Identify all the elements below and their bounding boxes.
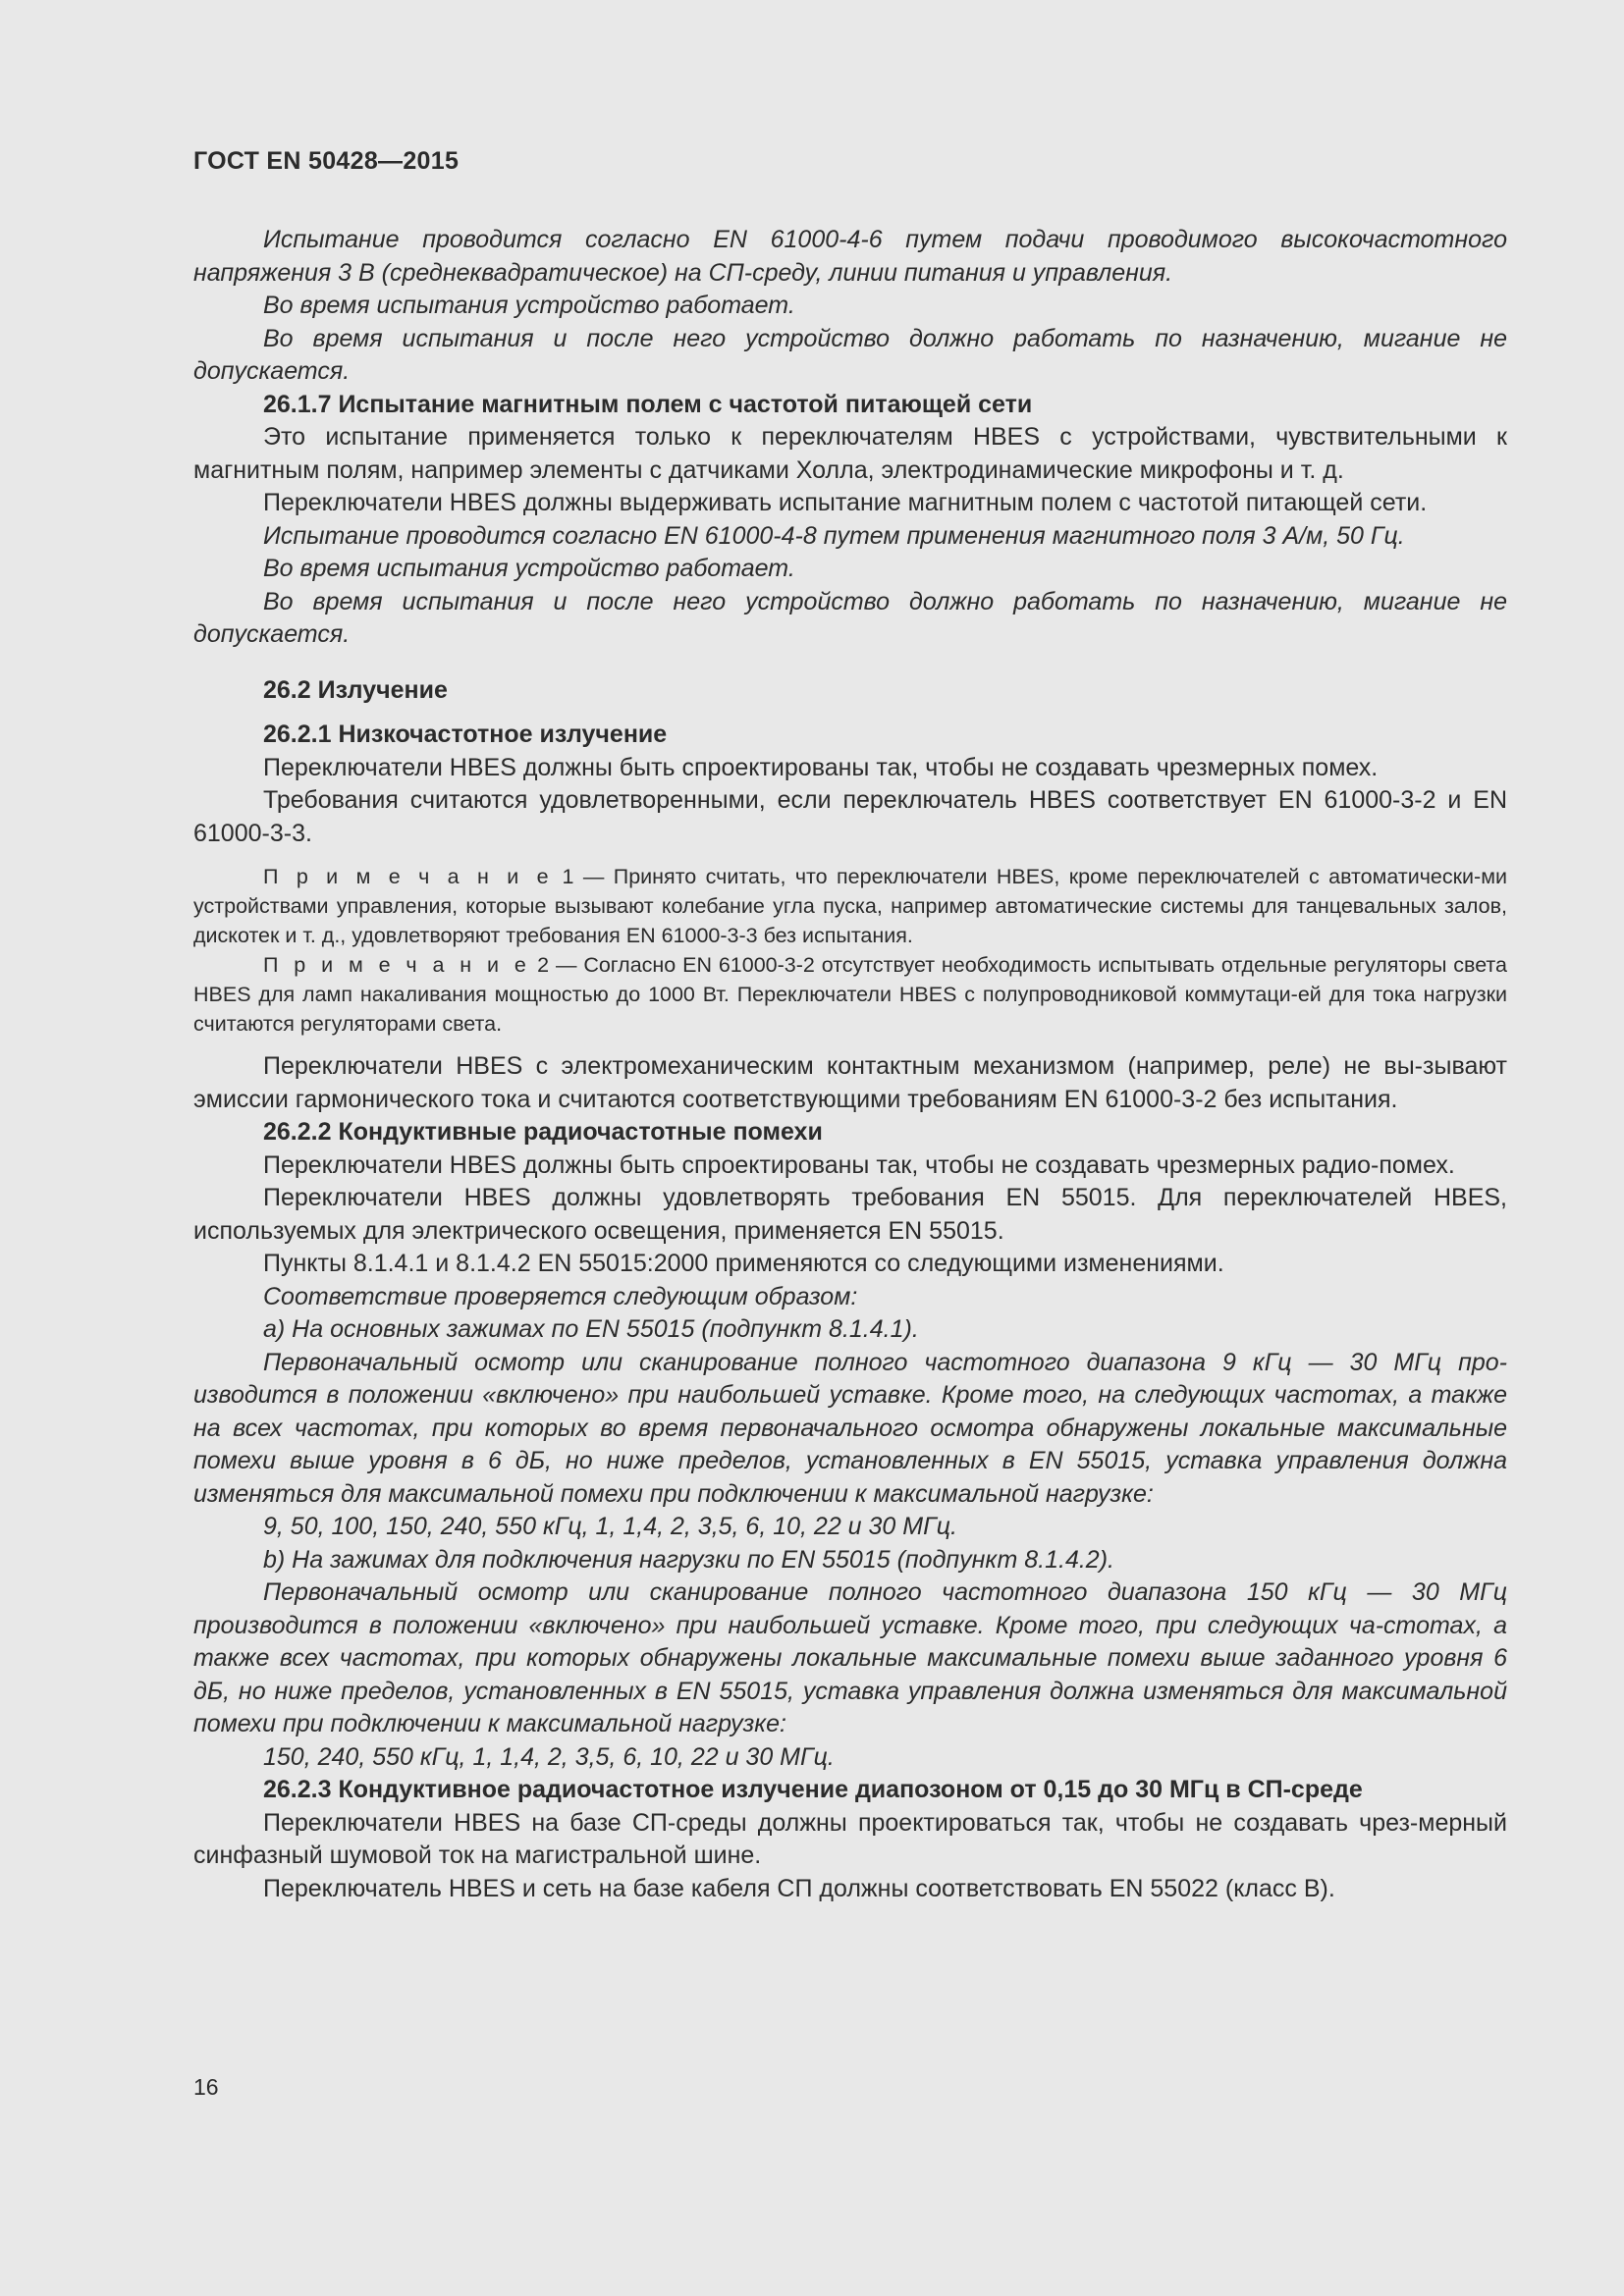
paragraph bbox=[193, 224, 1507, 290]
paragraph-text: Во время испытания и после него устройство должно работать по назначению, мигание не допускается. bbox=[193, 587, 1507, 648]
paragraph-text: b) На зажимах для подключения нагрузки по EN 55015 (подпункт 8.1.4.2). bbox=[263, 1545, 1114, 1574]
section-heading bbox=[193, 389, 1507, 422]
paragraph-text: Переключатели HBES должны выдерживать испытание магнитным полем с частотой питающей сети. bbox=[263, 489, 1428, 516]
paragraph-text: Первоначальный осмотр или сканирование полного частотного диапазона 150 кГц — 30 МГц производится в положении «включено» при наибольшей уставке. Кроме того, при следующих ча-стотах, а также всех частотах, при которых обнаружены локальные максимальные помехи выше заданного уровня 6 дБ, но ниже пределов, установленных в EN 55015, уставка управления должна изменяться для максимальной помехи при подключении к максимальной нагрузке: bbox=[193, 1578, 1507, 1737]
paragraph bbox=[193, 1873, 1507, 1906]
paragraph-text: Переключатели HBES должны быть спроектированы так, чтобы не создавать чрезмерных радио-помех. bbox=[263, 1150, 1455, 1179]
paragraph-text: 2 — Согласно EN 61000-3-2 отсутствует необходимость испытывать отдельные регуляторы света HBES для ламп накаливания мощностью до 1000 Вт. Переключатели HBES с полупроводниковой коммутаци-ей для тока нагрузки считаются регуляторами света. bbox=[193, 953, 1507, 1036]
paragraph-text: 26.2.1 Низкочастотное излучение bbox=[263, 721, 668, 748]
paragraph bbox=[193, 1182, 1507, 1248]
paragraph-text: Во время испытания устройство работает. bbox=[263, 292, 795, 319]
paragraph bbox=[193, 520, 1507, 554]
paragraph bbox=[193, 421, 1507, 487]
section-heading bbox=[193, 1116, 1507, 1149]
paragraph-text: 26.2 Излучение bbox=[263, 675, 448, 704]
paragraph bbox=[193, 290, 1507, 323]
paragraph bbox=[193, 752, 1507, 785]
paragraph-text: Первоначальный осмотр или сканирование полного частотного диапазона 9 кГц — 30 МГц про-изводится в положении «включено» при наибольшей уставке. Кроме того, на следующих частотах, а также на всех частотах, при которых во время первоначального осмотра обнаружены локальные максимальные помехи выше уровня в 6 дБ, но ниже пределов, установленных в EN 55015, уставка управления должна изменяться для максимальной помехи при подключении к максимальной нагрузке: bbox=[193, 1348, 1507, 1508]
section-heading bbox=[193, 719, 1507, 752]
paragraph bbox=[193, 586, 1507, 652]
paragraph bbox=[193, 553, 1507, 586]
paragraph-text: Переключатели HBES должны удовлетворять требования EN 55015. Для переключателей HBES, используемых для электрического освещения, применяется EN 55015. bbox=[193, 1184, 1507, 1245]
paragraph bbox=[193, 1281, 1507, 1314]
paragraph bbox=[193, 1248, 1507, 1281]
paragraph bbox=[193, 1050, 1507, 1116]
paragraph-text: Во время испытания и после него устройство должно работать по назначению, мигание не допускается. bbox=[193, 324, 1507, 385]
paragraph-text: Испытание проводится согласно EN 61000-4-6 путем подачи проводимого высокочастотного напряжения 3 В (среднеквадратическое) на СП-среду, линии питания и управления. bbox=[193, 226, 1507, 287]
document-header: ГОСТ EN 50428—2015 bbox=[193, 147, 460, 175]
note-label: П р и м е ч а н и е bbox=[263, 865, 554, 888]
paragraph-text: 9, 50, 100, 150, 240, 550 кГц, 1, 1,4, 2, 3,5, 6, 10, 22 и 30 МГц. bbox=[263, 1513, 957, 1540]
paragraph-text: Переключатели HBES с электромеханическим контактным механизмом (например, реле) не вы-зывают эмиссии гармонического тока и считаются соответствующими требованиям EN 61000-3-2 без испытания. bbox=[193, 1052, 1507, 1113]
paragraph-text: Переключатели HBES на базе СП-среды должны проектироваться так, чтобы не создавать чрез-мерный синфазный шумовой ток на магистральной шине. bbox=[193, 1808, 1507, 1869]
document-body bbox=[193, 224, 1507, 1905]
page-number: 16 bbox=[193, 2074, 219, 2100]
paragraph bbox=[193, 1741, 1507, 1775]
paragraph-text: Соответствие проверяется следующим образом: bbox=[263, 1282, 858, 1310]
paragraph bbox=[193, 1576, 1507, 1741]
paragraph-text: Испытание проводится согласно EN 61000-4-8 путем применения магнитного поля 3 А/м, 50 Гц. bbox=[263, 521, 1405, 550]
section-heading bbox=[193, 1774, 1507, 1807]
paragraph-text: Требования считаются удовлетворенными, если переключатель HBES соответствует EN 61000-3-2 и EN 61000-3-3. bbox=[193, 786, 1507, 847]
paragraph bbox=[193, 1313, 1507, 1347]
paragraph bbox=[193, 487, 1507, 520]
paragraph-text: 26.1.7 Испытание магнитным полем с частотой питающей сети bbox=[263, 390, 1033, 418]
paragraph bbox=[193, 1149, 1507, 1183]
section-heading bbox=[193, 674, 1507, 708]
paragraph-text: Это испытание применяется только к переключателям HBES с устройствами, чувствительными к магнитным полям, например элементы с датчиками Холла, электродинамические микрофоны и т. д. bbox=[193, 423, 1507, 484]
paragraph bbox=[193, 1544, 1507, 1577]
note-paragraph bbox=[193, 862, 1507, 950]
paragraph-text: а) На основных зажимах по EN 55015 (подпункт 8.1.4.1). bbox=[263, 1315, 919, 1343]
paragraph-text: 26.2.3 Кондуктивное радиочастотное излучение диапозоном от 0,15 до 30 МГц в СП-среде bbox=[263, 1776, 1363, 1803]
paragraph-text: Во время испытания устройство работает. bbox=[263, 555, 795, 582]
paragraph bbox=[193, 784, 1507, 850]
paragraph-text: 1 — Принято считать, что переключатели HBES, кроме переключателей с автоматически-ми устройствами управления, которые вызывают колебание угла пуска, например автоматические системы для танцевальных залов, дискотек и т. д., удовлетворяют требования EN 61000-3-3 без испытания. bbox=[193, 865, 1507, 947]
paragraph bbox=[193, 1511, 1507, 1544]
paragraph bbox=[193, 1807, 1507, 1873]
paragraph bbox=[193, 323, 1507, 389]
paragraph-text: Пункты 8.1.4.1 и 8.1.4.2 EN 55015:2000 применяются со следующими изменениями. bbox=[263, 1250, 1224, 1277]
paragraph-text: 26.2.2 Кондуктивные радиочастотные помехи bbox=[263, 1118, 823, 1146]
note-paragraph bbox=[193, 950, 1507, 1039]
note-label: П р и м е ч а н и е bbox=[263, 953, 531, 977]
paragraph-text: Переключатели HBES должны быть спроектированы так, чтобы не создавать чрезмерных помех. bbox=[263, 753, 1379, 781]
paragraph bbox=[193, 1347, 1507, 1512]
paragraph-text: Переключатель HBES и сеть на базе кабеля СП должны соответствовать EN 55022 (класс В). bbox=[263, 1874, 1335, 1902]
paragraph-text: 150, 240, 550 кГц, 1, 1,4, 2, 3,5, 6, 10, 22 и 30 МГц. bbox=[263, 1742, 835, 1771]
